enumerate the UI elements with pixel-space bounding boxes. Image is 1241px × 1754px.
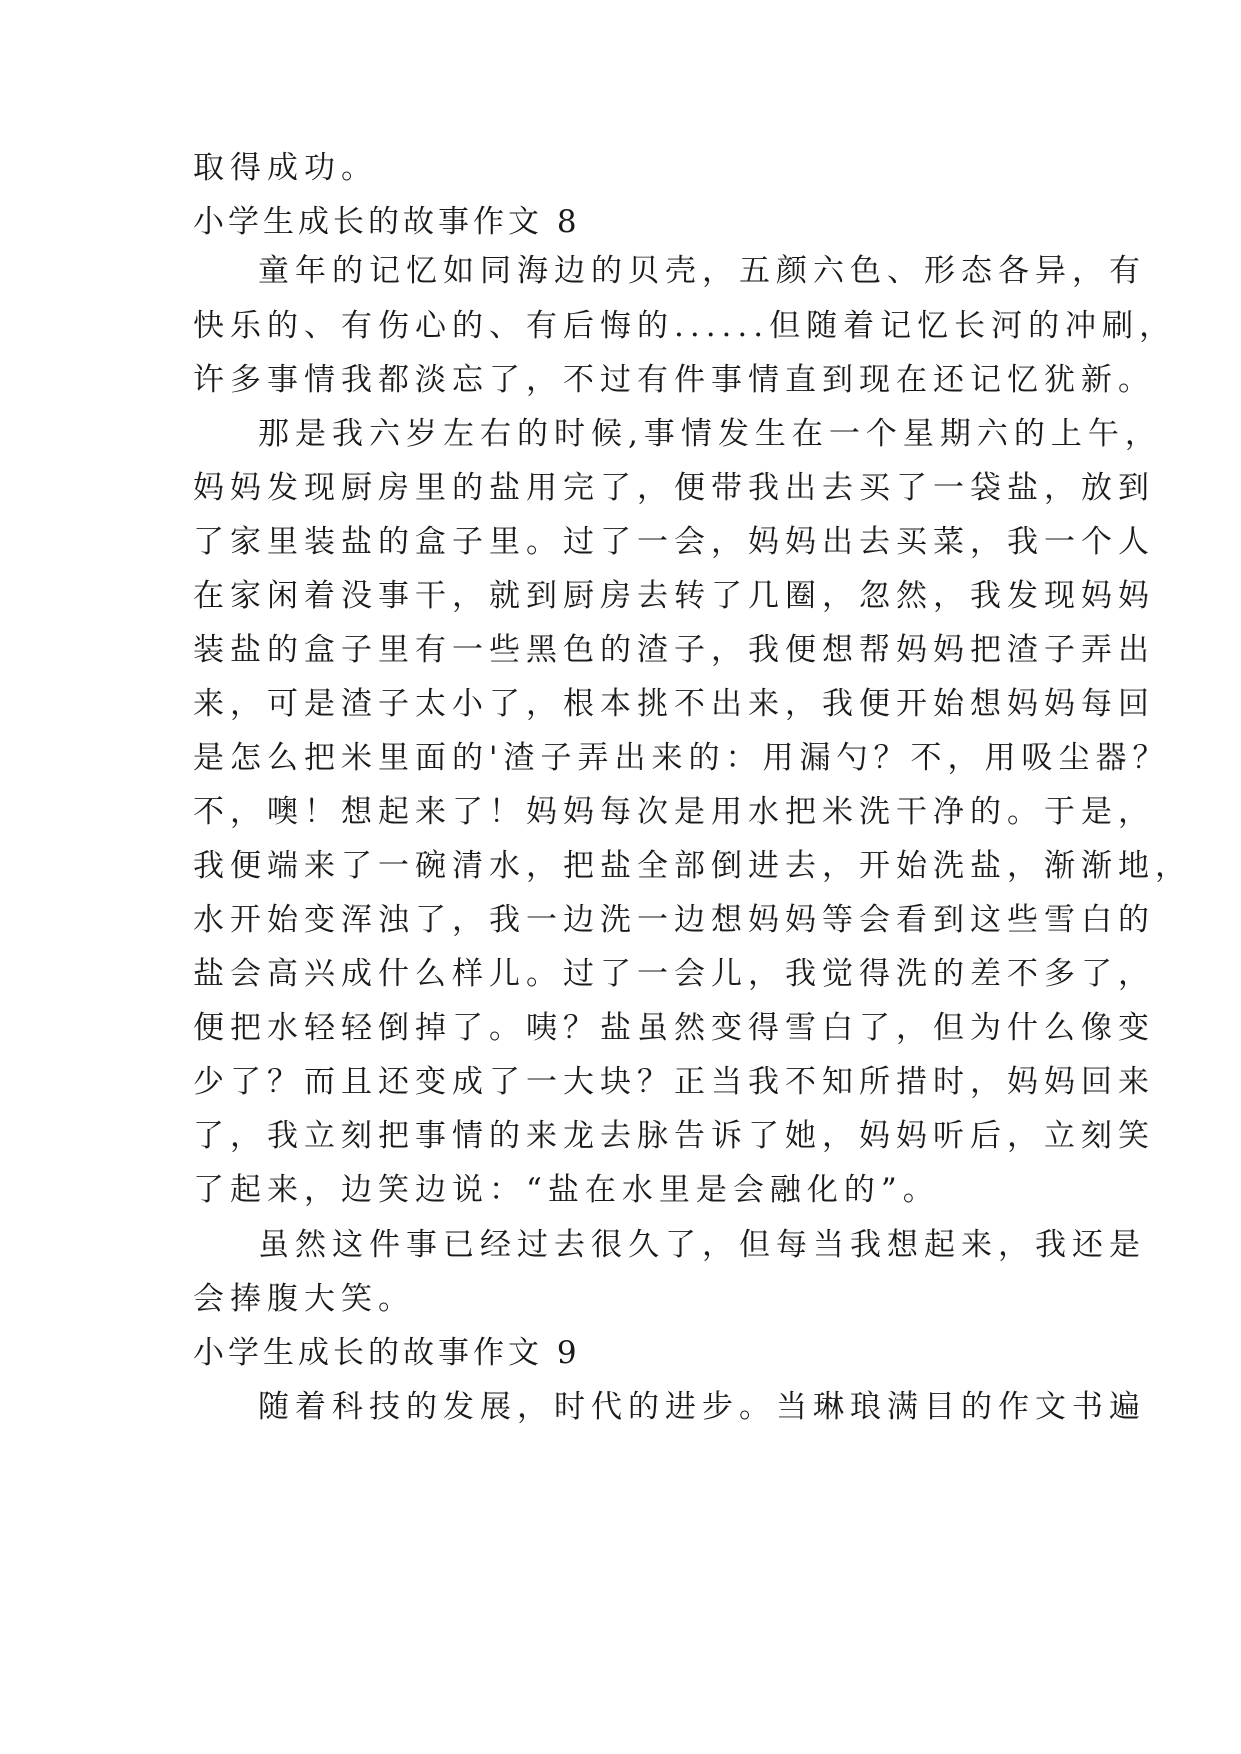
text-line: 便把水轻轻倒掉了。咦？盐虽然变得雪白了，但为什么像变 [193,1010,1155,1046]
text-line: 取得成功。 [193,150,378,186]
text-line: 童年的记忆如同海边的贝壳，五颜六色、形态各异，有 [258,253,1146,289]
text-line: 妈妈发现厨房里的盐用完了，便带我出去买了一袋盐，放到 [193,470,1155,506]
text-line: 盐会高兴成什么样儿。过了一会儿，我觉得洗的差不多了， [193,956,1155,992]
text-line: 那是我六岁左右的时候,事情发生在一个星期六的上午， [258,416,1162,452]
section-heading-8: 小学生成长的故事作文 8 [193,204,581,240]
text-line: 水开始变浑浊了，我一边洗一边想妈妈等会看到这些雪白的 [193,902,1155,938]
text-line: 少了？而且还变成了一大块？正当我不知所措时，妈妈回来 [193,1064,1155,1100]
text-line: 许多事情我都淡忘了，不过有件事情直到现在还记忆犹新。 [193,362,1155,398]
text-line: 虽然这件事已经过去很久了，但每当我想起来，我还是 [258,1227,1146,1263]
text-line: 不，噢！想起来了！妈妈每次是用水把米洗干净的。于是， [193,794,1155,830]
text-line: 随着科技的发展，时代的进步。当琳琅满目的作文书遍 [258,1389,1146,1425]
section-heading-9: 小学生成长的故事作文 9 [193,1335,581,1371]
text-line: 在家闲着没事干，就到厨房去转了几圈，忽然，我发现妈妈 [193,578,1155,614]
text-line: 了家里装盐的盒子里。过了一会，妈妈出去买菜，我一个人 [193,524,1155,560]
text-line: 来，可是渣子太小了，根本挑不出来，我便开始想妈妈每回 [193,686,1155,722]
text-line: 快乐的、有伤心的、有后悔的......但随着记忆长河的冲刷， [193,308,1177,344]
text-line: 我便端来了一碗清水，把盐全部倒进去，开始洗盐，渐渐地， [193,848,1192,884]
text-line: 了起来，边笑边说：“盐在水里是会融化的”。 [193,1172,940,1208]
text-line: 了，我立刻把事情的来龙去脉告诉了她，妈妈听后，立刻笑 [193,1118,1155,1154]
text-line: 装盐的盒子里有一些黑色的渣子，我便想帮妈妈把渣子弄出 [193,632,1155,668]
text-line: 会捧腹大笑。 [193,1281,415,1317]
text-line: 是怎么把米里面的'渣子弄出来的：用漏勺？不，用吸尘器？ [193,740,1170,776]
